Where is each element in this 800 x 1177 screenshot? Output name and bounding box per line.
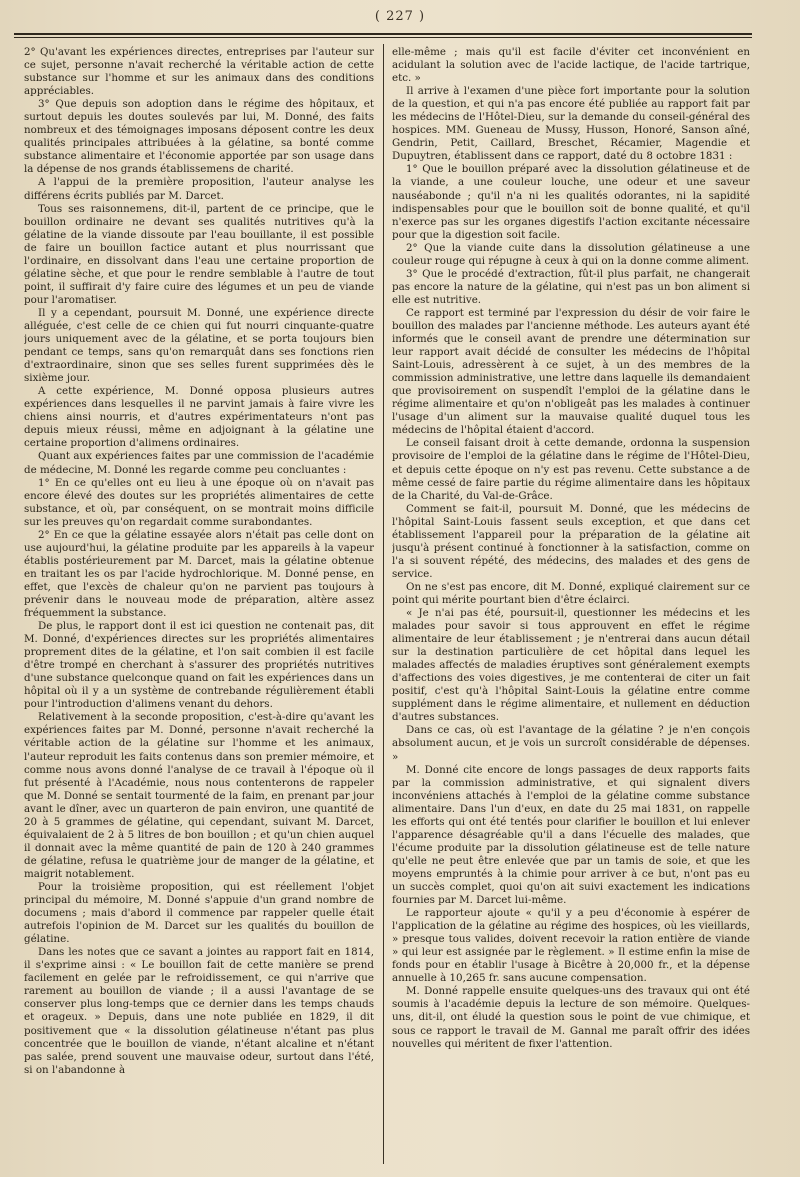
column-divider [383,44,384,1164]
paragraph: 1° Que le bouillon préparé avec la dissolution gélatineuse et de la viande, a une couleur louche, une odeur et une saveur nauséabonde ; qu'il n'a ni les qualités odorantes, ni la sapidité indispensables pour que le bouillon soit de bonne qualité, et qu'il n'exerce pas sur les organes digestifs l'action excitante nécessaire pour que la digestion soit facile. [392,163,750,241]
paragraph: 1° En ce qu'elles ont eu lieu à une époque où on n'avait pas encore élevé des doutes sur les propriétés alimentaires de cette substance, et où, par conséquent, on se montrait moins difficile sur les preuves qu'on regardait comme surabondantes. [24,476,374,528]
paragraph: Le conseil faisant droit à cette demande, ordonna la suspension provisoire de l'emploi de la gélatine dans le régime de l'Hôtel-Dieu, et depuis cette époque on n'y est pas revenu. Cette substance a de même cessé de faire partie du régime alimentaire dans les hôpitaux de la Charité, du Val-de-Grâce. [392,437,750,502]
paragraph: Il arrive à l'examen d'une pièce fort importante pour la solution de la question, et qui n'a pas encore été publiée au rapport fait par les médecins de l'Hôtel-Dieu, sur la demande du conseil-général des hospices. MM. Gueneau de Mussy, Husson, Honoré, Sanson aîné, Gendrin, Petit, Caillard, Breschet, Récamier, Magendie et Dupuytren, établissent dans ce rapport, daté du 8 octobre 1831 : [392,85,750,163]
paragraph: Ce rapport est terminé par l'expression du désir de voir faire le bouillon des malades par l'ancienne méthode. Les auteurs ayant été informés que le conseil avant de prendre une détermination sur leur rapport avait décidé de consulter les médecins de l'hôpital Saint-Louis, adressèrent à ce sujet, à un des membres de la commission administrative, une lettre dans laquelle ils demandaient que provisoirement on suspendît l'emploi de la gélatine dans le régime alimentaire et qu'on n'obligeât pas les malades à continuer l'usage d'un aliment sur la mauvaise qualité duquel tous les médecins de l'hôpital étaient d'accord. [392,306,750,437]
paragraph: Le rapporteur ajoute « qu'il y a peu d'économie à espérer de l'application de la gélatine au régime des hospices, où les vieillards, » presque tous valides, doivent recevoir la ration entière de viande » qui leur est assignée par le règlement. » Il estime enfin la mise de fonds pour en établir l'usage à Bicêtre à 20,000 fr., et la dépense annuelle à 10,265 fr. sans aucune compensation. [392,907,750,985]
paragraph: Pour la troisième proposition, qui est réellement l'objet principal du mémoire, M. Donné s'appuie d'un grand nombre de documens ; mais d'abord il commence par rappeler quelle était autrefois l'opinion de M. Darcet sur les qualités du bouillon de gélatine. [24,881,374,946]
paragraph: « Je n'ai pas été, poursuit-il, questionner les médecins et les malades pour savoir si tous approuvent en effet le régime alimentaire de leur établissement ; je n'entrerai dans aucun détail sur la destination particulière de cet hôpital dans lequel les malades affectés de maladies éruptives sont généralement exempts d'affections des voies digestives, je me contenterai de citer un fait positif, c'est qu'à l'hôpital Saint-Louis la gélatine entre comme supplément dans le régime alimentaire, et nullement en déduction d'autres substances. [392,607,750,724]
paragraph: Dans ce cas, où est l'avantage de la gélatine ? je n'en conçois absolument aucun, et je vois un surcroît considérable de dépenses. » [392,724,750,763]
header-rule [14,33,752,38]
paragraph: 3° Que le procédé d'extraction, fût-il plus parfait, ne changerait pas encore la nature de la gélatine, qui n'est pas un bon aliment si elle est nutritive. [392,267,750,306]
paragraph: Relativement à la seconde proposition, c'est-à-dire qu'avant les expériences faites par M. Donné, personne n'avait recherché la véritable action de la gélatine sur l'homme et les animaux, l'auteur reproduit les faits contenus dans son premier mémoire, et comme nous avons donné l'analyse de ce travail à l'époque où il fut présenté à l'Académie, nous nous contenterons de rappeler que M. Donné se sentait tourmenté de la faim, en prenant par jour avant le dîner, avec un quarteron de pain environ, une quantité de 20 à 5 grammes de gélatine, qui cependant, suivant M. Darcet, équivalaient de 2 à 5 litres de bon bouillon ; et qu'un chien auquel il donnait avec la même quantité de pain de 120 à 240 grammes de gélatine, refusa le quatrième jour de manger de la gélatine, et maigrit notablement. [24,711,374,880]
paragraph: M. Donné cite encore de longs passages de deux rapports faits par la commission administrative, et qui signalent divers inconvéniens attachés à l'emploi de la gélatine comme substance alimentaire. Dans l'un d'eux, en date du 25 mai 1831, on rappelle les efforts qui ont été tentés pour clarifier le bouillon et lui enlever l'apparence désagréable qu'il a dans l'écuelle des malades, que l'écume produite par la dissolution gélatineuse est de telle nature qu'elle ne peut être enlevée que par un tamis de soie, et que les moyens empruntés à la chimie pour arriver à ce but, n'ont pas eu un succès complet, quoi qu'on ait suivi exactement les indications fournies par M. Darcet lui-même. [392,763,750,907]
left-column [24,46,374,1164]
paragraph: Il y a cependant, poursuit M. Donné, une expérience directe alléguée, c'est celle de ce chien qui fut nourri cinquante-quatre jours uniquement avec de la gélatine, et se porta toujours bien pendant ce temps, sans qu'on remarquât dans ses fonctions rien d'extraordinaire, sinon que ses selles furent supprimées dès le sixième jour. [24,306,374,385]
paragraph: 3° Que depuis son adoption dans le régime des hôpitaux, et surtout depuis les doutes soulevés par lui, M. Donné, des faits nombreux et des témoignages imposans déposent contre les deux qualités principales attribuées à la gélatine, sa bonté comme substance alimentaire et l'économie apportée par son usage dans la dépense de nos grands établissemens de charité. [24,98,374,176]
paragraph: elle-même ; mais qu'il est facile d'éviter cet inconvénient en acidulant la solution avec de l'acide lactique, de l'acide tartrique, etc. » [392,46,750,85]
paragraph: Comment se fait-il, poursuit M. Donné, que les médecins de l'hôpital Saint-Louis fassent seuls exception, et que dans cet établissement l'appareil pour la préparation de la gélatine ait jusqu'à présent continué à fonctionner à la satisfaction, comme on l'a si souvent répété, des médecins, des malades et des gens de service. [392,502,750,580]
paragraph: A cette expérience, M. Donné opposa plusieurs autres expériences dans lesquelles il ne parvint jamais à faire vivre les chiens ainsi nourris, et d'autres expérimentateurs n'ont pas depuis mieux réussi, même en adjoignant à la gélatine une certaine proportion d'alimens ordinaires. [24,385,374,450]
paragraph: On ne s'est pas encore, dit M. Donné, expliqué clairement sur ce point qui mérite pourtant bien d'être éclairci. [392,580,750,606]
paragraph: A l'appui de la première proposition, l'auteur analyse les différens écrits publiés par M. Darcet. [24,176,374,202]
paragraph: Dans les notes que ce savant a jointes au rapport fait en 1814, il s'exprime ainsi : « Le bouillon fait de cette manière se prend facilement en gelée par le refroidissement, ce qui n'arrive que rarement au bouillon de viande ; il a aussi l'avantage de se conserver plus long-temps que ce dernier dans les temps chauds et orageux. » Depuis, dans une note publiée en 1829, il dit positivement que « la dissolution gélatineuse n'étant pas plus concentrée que le bouillon de viande, n'étant alcaline et n'étant pas salée, prend souvent une mauvaise odeur, surtout dans l'été, si on l'abandonne à [24,946,374,1076]
paragraph: Tous ses raisonnemens, dit-il, partent de ce principe, que le bouillon ordinaire ne devant ses qualités nutritives qu'à la gélatine de la viande dissoute par l'eau bouillante, il est possible de faire un bouillon factice autant et plus nourrissant que l'ordinaire, en dissolvant dans l'eau une certaine proportion de gélatine sèche, et que pour le rendre semblable à l'autre de tout point, il suffirait d'y faire cuire des légumes et un peu de viande pour l'aromatiser. [24,202,374,306]
paragraph: De plus, le rapport dont il est ici question ne contenait pas, dit M. Donné, d'expériences directes sur les propriétés alimentaires proprement dites de la gélatine, et l'on sait combien il est facile d'être trompé en cherchant à s'assurer des propriétés nutritives d'une substance quelconque quand on fait les expériences dans un hôpital où il y a un système de contrebande régulièrement établi pour l'introduction d'alimens venant du dehors. [24,620,374,711]
right-column [392,46,750,1164]
paragraph: 2° Que la viande cuite dans la dissolution gélatineuse a une couleur rouge qui répugne à ceux à qui on la donne comme aliment. [392,241,750,267]
paragraph: Quant aux expériences faites par une commission de l'académie de médecine, M. Donné les regarde comme peu concluantes : [24,450,374,476]
paragraph: 2° Qu'avant les expériences directes, entreprises par l'auteur sur ce sujet, personne n'avait recherché la véritable action de cette substance sur l'homme et sur les animaux dans des conditions appréciables. [24,46,374,98]
paragraph: 2° En ce que la gélatine essayée alors n'était pas celle dont on use aujourd'hui, la gélatine produite par les appareils à la vapeur établis postérieurement par M. Darcet, mais la gélatine obtenue en traitant les os par l'acide hydrochlorique. M. Donné pense, en effet, que l'excès de chaleur qu'on ne parvient pas toujours à prévenir dans le nouveau mode de préparation, altère assez fréquemment la substance. [24,528,374,620]
paragraph: M. Donné rappelle ensuite quelques-uns des travaux qui ont été soumis à l'académie depuis la lecture de son mémoire. Quelques-uns, dit-il, ont éludé la question sous le point de vue chimique, et sous ce rapport le travail de M. Gannal me paraît offrir des idées nouvelles qui méritent de fixer l'attention. [392,985,750,1050]
page-number: ( 227 ) [374,9,426,24]
